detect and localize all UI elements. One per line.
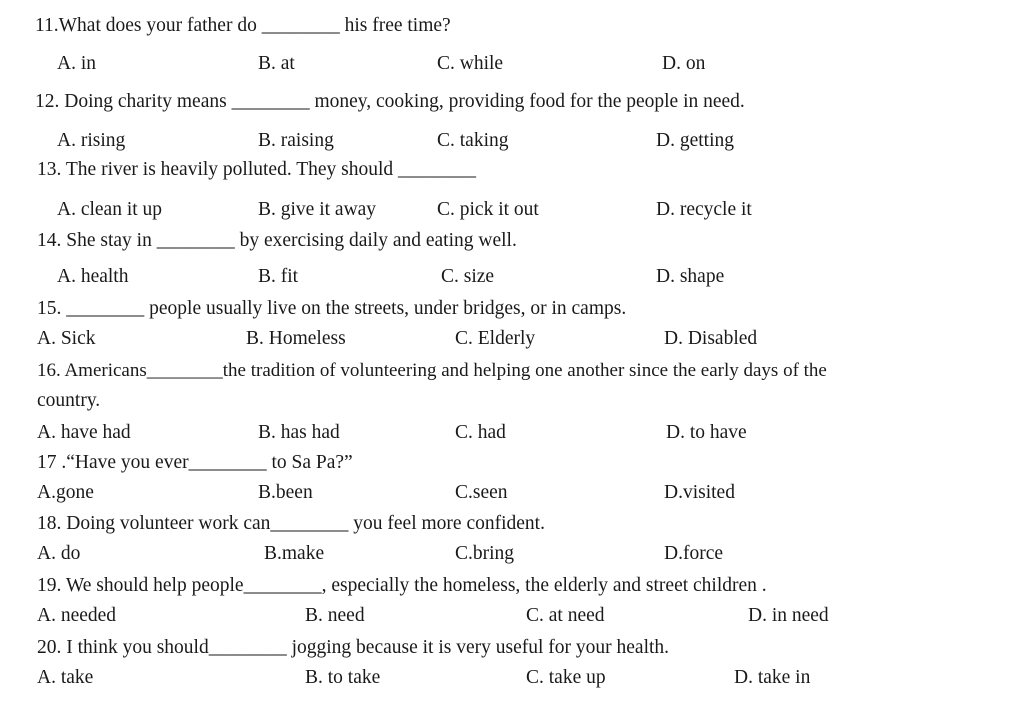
question-11-option-c[interactable]: C. while bbox=[437, 53, 504, 74]
question-15-option-d[interactable]: D. Disabled bbox=[664, 328, 758, 349]
question-19-stem: 19. We should help people________, especially the homeless, the elderly and street children . bbox=[37, 575, 767, 596]
question-11-option-b[interactable]: B. at bbox=[258, 53, 295, 74]
question-17-option-d[interactable]: D.visited bbox=[664, 482, 735, 503]
question-18-option-a[interactable]: A. do bbox=[37, 543, 81, 564]
question-11-option-d[interactable]: D. on bbox=[662, 53, 706, 74]
question-15-option-c[interactable]: C. Elderly bbox=[455, 328, 536, 349]
question-18-option-d[interactable]: D.force bbox=[664, 543, 724, 564]
question-20-option-c[interactable]: C. take up bbox=[526, 667, 606, 688]
question-17-stem: 17 .“Have you ever________ to Sa Pa?” bbox=[37, 452, 353, 473]
question-12-option-a[interactable]: A. rising bbox=[57, 130, 126, 151]
question-19-option-c[interactable]: C. at need bbox=[526, 605, 605, 626]
question-16-option-b[interactable]: B. has had bbox=[258, 422, 340, 443]
question-18-option-c[interactable]: C.bring bbox=[455, 543, 515, 564]
question-16-stem: 16. Americans________the tradition of volunteering and helping one another since the early days of the bbox=[37, 360, 827, 381]
question-20-stem: 20. I think you should________ jogging because it is very useful for your health. bbox=[37, 637, 670, 658]
question-15-stem: 15. ________ people usually live on the streets, under bridges, or in camps. bbox=[37, 298, 627, 319]
question-12-option-b[interactable]: B. raising bbox=[258, 130, 334, 151]
question-17-option-a[interactable]: A.gone bbox=[37, 482, 94, 503]
question-17-option-b[interactable]: B.been bbox=[258, 482, 313, 503]
question-16-option-c[interactable]: C. had bbox=[455, 422, 506, 443]
question-19-option-a[interactable]: A. needed bbox=[37, 605, 117, 626]
question-13-option-d[interactable]: D. recycle it bbox=[656, 199, 752, 220]
question-13-stem: 13. The river is heavily polluted. They should ________ bbox=[37, 159, 477, 180]
question-12-option-d[interactable]: D. getting bbox=[656, 130, 734, 151]
question-17-option-c[interactable]: C.seen bbox=[455, 482, 508, 503]
question-11-option-a[interactable]: A. in bbox=[57, 53, 96, 74]
question-13-option-b[interactable]: B. give it away bbox=[258, 199, 377, 220]
question-20-option-b[interactable]: B. to take bbox=[305, 667, 381, 688]
question-15-option-b[interactable]: B. Homeless bbox=[246, 328, 346, 349]
question-20-option-a[interactable]: A. take bbox=[37, 667, 94, 688]
question-14-option-c[interactable]: C. size bbox=[441, 266, 495, 287]
question-13-option-a[interactable]: A. clean it up bbox=[57, 199, 163, 220]
question-16-stem-continued: country. bbox=[37, 390, 101, 411]
question-14-option-d[interactable]: D. shape bbox=[656, 266, 725, 287]
question-14-stem: 14. She stay in ________ by exercising daily and eating well. bbox=[37, 230, 517, 251]
question-14-option-a[interactable]: A. health bbox=[57, 266, 129, 287]
question-18-option-b[interactable]: B.make bbox=[264, 543, 325, 564]
question-20-option-d[interactable]: D. take in bbox=[734, 667, 811, 688]
question-18-stem: 18. Doing volunteer work can________ you feel more confident. bbox=[37, 513, 545, 534]
question-16-option-d[interactable]: D. to have bbox=[666, 422, 747, 443]
question-15-option-a[interactable]: A. Sick bbox=[37, 328, 96, 349]
question-11-stem: 11.What does your father do ________ his free time? bbox=[35, 15, 451, 36]
question-19-option-b[interactable]: B. need bbox=[305, 605, 365, 626]
question-16-option-a[interactable]: A. have had bbox=[37, 422, 131, 443]
question-13-option-c[interactable]: C. pick it out bbox=[437, 199, 539, 220]
question-14-option-b[interactable]: B. fit bbox=[258, 266, 299, 287]
question-12-stem: 12. Doing charity means ________ money, cooking, providing food for the people in need. bbox=[35, 91, 745, 112]
question-12-option-c[interactable]: C. taking bbox=[437, 130, 509, 151]
question-19-option-d[interactable]: D. in need bbox=[748, 605, 829, 626]
